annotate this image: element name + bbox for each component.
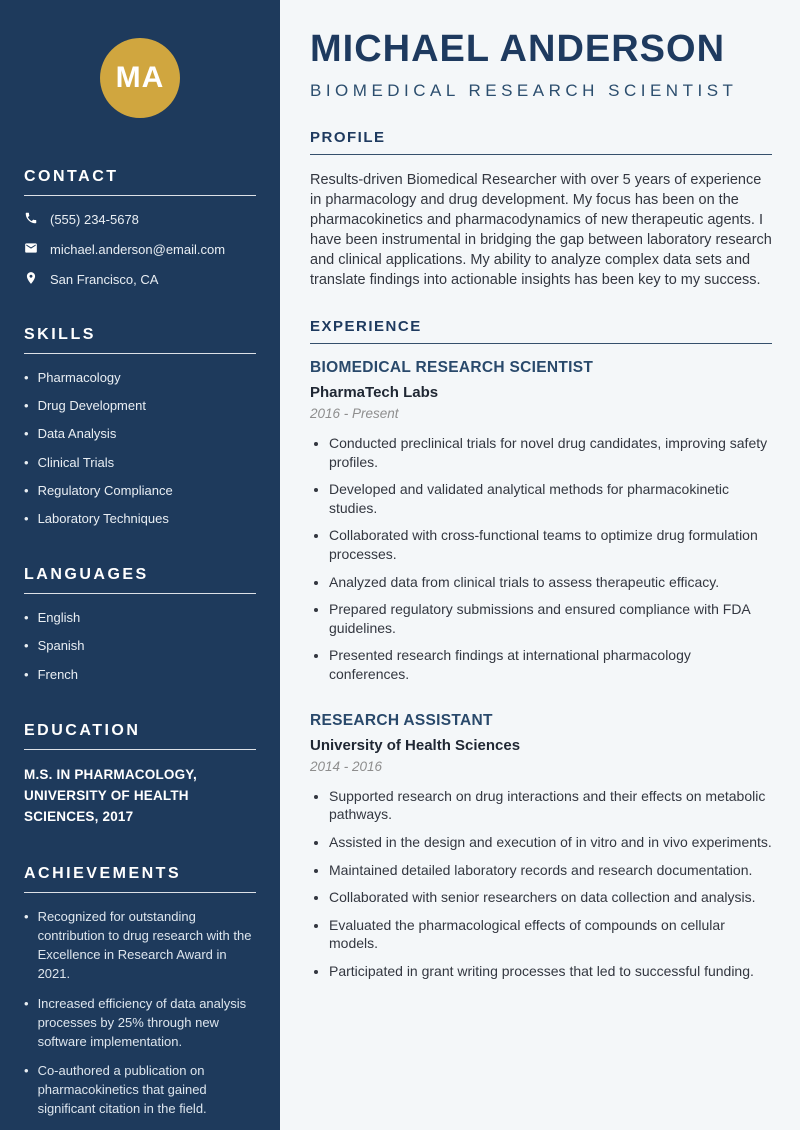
bullet-icon: • <box>24 1063 29 1079</box>
bullet-icon: • <box>24 666 29 682</box>
section-divider <box>24 749 256 750</box>
job-dates: 2016 - Present <box>310 406 399 421</box>
job-entry <box>310 359 772 684</box>
list-item <box>24 454 256 472</box>
avatar-container <box>24 38 256 118</box>
candidate-title: BIOMEDICAL RESEARCH SCIENTIST <box>310 81 738 100</box>
skills-section <box>24 326 256 528</box>
job-company: University of Health Sciences <box>310 736 521 754</box>
section-divider <box>24 195 256 196</box>
profile-section <box>310 129 772 290</box>
avatar <box>100 38 180 118</box>
achievement-text: Recognized for outstanding contribution to drug research with the Excellence in Research Award in 2021. <box>37 909 252 981</box>
job-bullet: • Participated in grant writing processes that led to successful funding. <box>329 962 772 981</box>
profile-summary: Results-driven Biomedical Researcher with over 5 years of experience in pharmacology and drug development. My focus has been on the pharmacokinetics and pharmacodynamics of new therapeutic agents. I have been instrumental in bridging the gap between laboratory research and clinical applications. My ability to analyze complex data sets and translate findings into actionable insights has been key to my success. <box>310 172 772 288</box>
achievements-heading: ACHIEVEMENTS <box>24 865 182 883</box>
contact-phone-text: (555) 234-5678 <box>50 212 139 227</box>
language-label: English <box>37 610 81 626</box>
bullet-icon: • <box>24 638 29 654</box>
bullet-icon: • <box>24 482 29 498</box>
contact-section <box>24 168 256 288</box>
languages-list <box>24 609 256 684</box>
skill-label: Laboratory Techniques <box>37 510 169 526</box>
job-title: RESEARCH ASSISTANT <box>310 711 493 729</box>
job-bullet: • Presented research findings at international pharmacology conferences. <box>329 646 772 683</box>
achievement-text: Co-authored a publication on pharmacokinetics that gained significant citation in the field. <box>37 1063 207 1117</box>
achievements-section <box>24 865 256 1118</box>
list-item <box>24 482 256 500</box>
languages-heading: LANGUAGES <box>24 566 149 584</box>
achievements-list <box>24 908 256 1118</box>
contact-location <box>24 271 256 288</box>
bullet-icon: • <box>24 426 29 442</box>
list-item <box>24 1062 256 1119</box>
skill-label: Data Analysis <box>37 426 117 442</box>
job-bullet: • Supported research on drug interactions and their effects on metabolic pathways. <box>329 787 772 824</box>
envelope-icon <box>24 241 38 258</box>
job-bullet: • Collaborated with cross-functional teams to optimize drug formulation processes. <box>329 526 772 563</box>
languages-section <box>24 566 256 684</box>
job-bullet: • Maintained detailed laboratory records and research documentation. <box>329 861 772 880</box>
bullet-icon: • <box>24 610 29 626</box>
list-item <box>24 637 256 655</box>
section-divider <box>310 154 772 155</box>
list-item <box>24 510 256 528</box>
job-company: PharmaTech Labs <box>310 384 439 401</box>
section-divider <box>24 353 256 354</box>
job-dates: 2014 - 2016 <box>310 758 383 774</box>
education-degree: M.S. IN PHARMACOLOGY, UNIVERSITY OF HEALTH SCIENCES, 2017 <box>24 766 197 824</box>
skill-label: Pharmacology <box>37 370 121 385</box>
achievement-text: Increased efficiency of data analysis processes by 25% through new software implementation. <box>37 995 247 1049</box>
list-item <box>24 995 256 1052</box>
list-item <box>24 609 256 627</box>
skill-label: Regulatory Compliance <box>37 482 173 498</box>
job-bullet: • Conducted preclinical trials for novel drug candidates, improving safety profiles. <box>329 434 772 471</box>
avatar-initials: MA <box>115 61 165 94</box>
bullet-icon: • <box>24 995 29 1011</box>
contact-heading: CONTACT <box>24 168 119 185</box>
sidebar <box>0 0 280 1130</box>
list-item <box>24 397 256 415</box>
skill-label: Clinical Trials <box>37 454 115 470</box>
section-divider <box>310 343 772 344</box>
profile-heading: PROFILE <box>310 129 386 146</box>
job-bullet: • Assisted in the design and execution of in vitro and in vivo experiments. <box>329 833 772 852</box>
bullet-icon: • <box>24 510 29 526</box>
contact-location-text: San Francisco, CA <box>50 272 159 287</box>
job-title: BIOMEDICAL RESEARCH SCIENTIST <box>310 359 594 376</box>
skills-heading: SKILLS <box>24 326 96 343</box>
skill-label: Drug Development <box>37 398 146 414</box>
job-bullet: • Developed and validated analytical methods for pharmacokinetic studies. <box>329 480 772 517</box>
list-item <box>24 425 256 443</box>
job-bullet-list <box>310 787 772 981</box>
job-entry <box>310 712 772 981</box>
job-bullet: • Analyzed data from clinical trials to assess therapeutic efficacy. <box>329 573 772 592</box>
experience-section <box>310 318 772 981</box>
section-divider <box>24 892 256 893</box>
bullet-icon: • <box>24 398 29 414</box>
list-item <box>24 908 256 983</box>
job-bullet: • Prepared regulatory submissions and ensured compliance with FDA guidelines. <box>329 600 772 637</box>
skills-list <box>24 369 256 528</box>
bullet-icon: • <box>24 454 29 470</box>
bullet-icon: • <box>24 370 29 385</box>
location-pin-icon <box>24 271 38 288</box>
phone-icon <box>24 211 38 228</box>
contact-email-text: michael.anderson@email.com <box>50 242 226 257</box>
contact-phone <box>24 211 256 228</box>
language-label: French <box>37 666 79 682</box>
experience-heading: EXPERIENCE <box>310 318 422 335</box>
job-bullet: • Evaluated the pharmacological effects of compounds on cellular models. <box>329 916 772 953</box>
contact-email <box>24 241 256 258</box>
bullet-icon: • <box>24 909 29 925</box>
main-content <box>280 0 800 1130</box>
list-item <box>24 369 256 387</box>
education-heading: EDUCATION <box>24 721 141 739</box>
language-label: Spanish <box>37 638 85 654</box>
list-item <box>24 666 256 684</box>
candidate-name: MICHAEL ANDERSON <box>310 28 726 70</box>
job-bullet-list <box>310 434 772 684</box>
education-section <box>24 722 256 828</box>
section-divider <box>24 593 256 594</box>
job-bullet: • Collaborated with senior researchers on data collection and analysis. <box>329 888 772 907</box>
